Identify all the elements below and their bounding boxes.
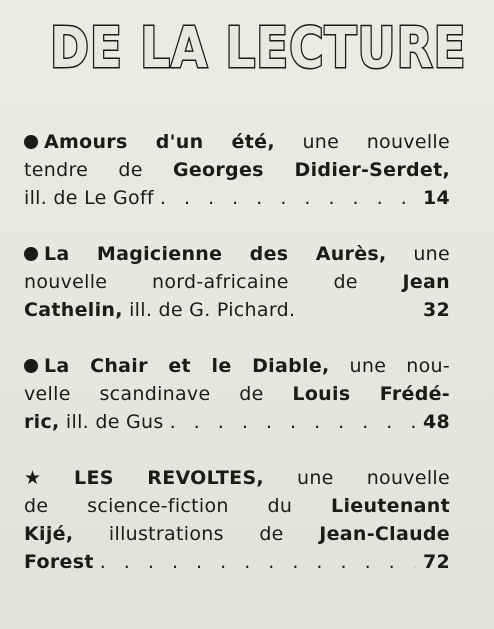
- toc-entry[interactable]: [24, 240, 450, 324]
- dot-leader: [160, 184, 415, 212]
- author-name: Cathelin,: [24, 299, 123, 321]
- entry-line: ric, ill. de Gus . . . 48: [24, 408, 450, 436]
- entry-line: La Magicienne des Aurès, une: [24, 240, 450, 268]
- section-heading: DE LA LECTURE: [50, 16, 467, 81]
- toc-entry[interactable]: [24, 464, 450, 576]
- illustrator-name: Jean-Claude: [319, 523, 450, 545]
- entry-line: [24, 548, 450, 576]
- entry-line: ★ LES REVOLTES, une nouvelle: [24, 467, 450, 489]
- author-name: Kijé,: [24, 523, 74, 545]
- entry-line: velle scandinave de Louis Frédé-: [24, 383, 450, 405]
- entry-line: La Chair et le Diable, une nou-: [24, 352, 450, 380]
- illustrator-name: Forest: [24, 551, 94, 573]
- entry-line: Amours d'un été, une nouvelle: [24, 128, 450, 156]
- author-name: ric,: [24, 411, 60, 433]
- story-title: La Chair et le Diable,: [44, 355, 330, 377]
- entry-line: Cathelin, ill. de G. Pichard. 32: [24, 296, 450, 324]
- story-title: LES REVOLTES,: [74, 467, 264, 489]
- toc-entry[interactable]: [24, 128, 450, 212]
- entry-line: de science-fiction du Lieutenant: [24, 495, 450, 517]
- page-number: 72: [422, 551, 450, 573]
- bullet-icon: [24, 135, 38, 149]
- story-title: La Magicienne des Aurès,: [44, 243, 387, 265]
- entry-line: tendre de Georges Didier-Serdet,: [24, 159, 450, 181]
- author-name: Lieutenant: [331, 495, 450, 517]
- author-name: Louis Frédé-: [292, 383, 450, 405]
- entry-line: Kijé, illustrations de Jean-Claude: [24, 523, 450, 545]
- bullet-icon: [24, 247, 38, 261]
- toc-entry[interactable]: [24, 352, 450, 436]
- dot-leader: [100, 548, 415, 576]
- page-number: 14: [422, 187, 450, 209]
- page-number: 32: [422, 299, 450, 321]
- story-title: Amours d'un été,: [44, 131, 275, 153]
- dot-leader: [170, 408, 415, 436]
- author-name: Georges Didier-Serdet,: [172, 159, 450, 181]
- bullet-icon: [24, 359, 38, 373]
- page-number: 48: [422, 411, 450, 433]
- entry-line: ill. de Le Goff . . . 14: [24, 184, 450, 212]
- table-of-contents: [24, 128, 450, 604]
- author-name: Jean: [402, 271, 450, 293]
- star-icon: ★: [24, 467, 69, 489]
- entry-line: nouvelle nord-africaine de Jean: [24, 271, 450, 293]
